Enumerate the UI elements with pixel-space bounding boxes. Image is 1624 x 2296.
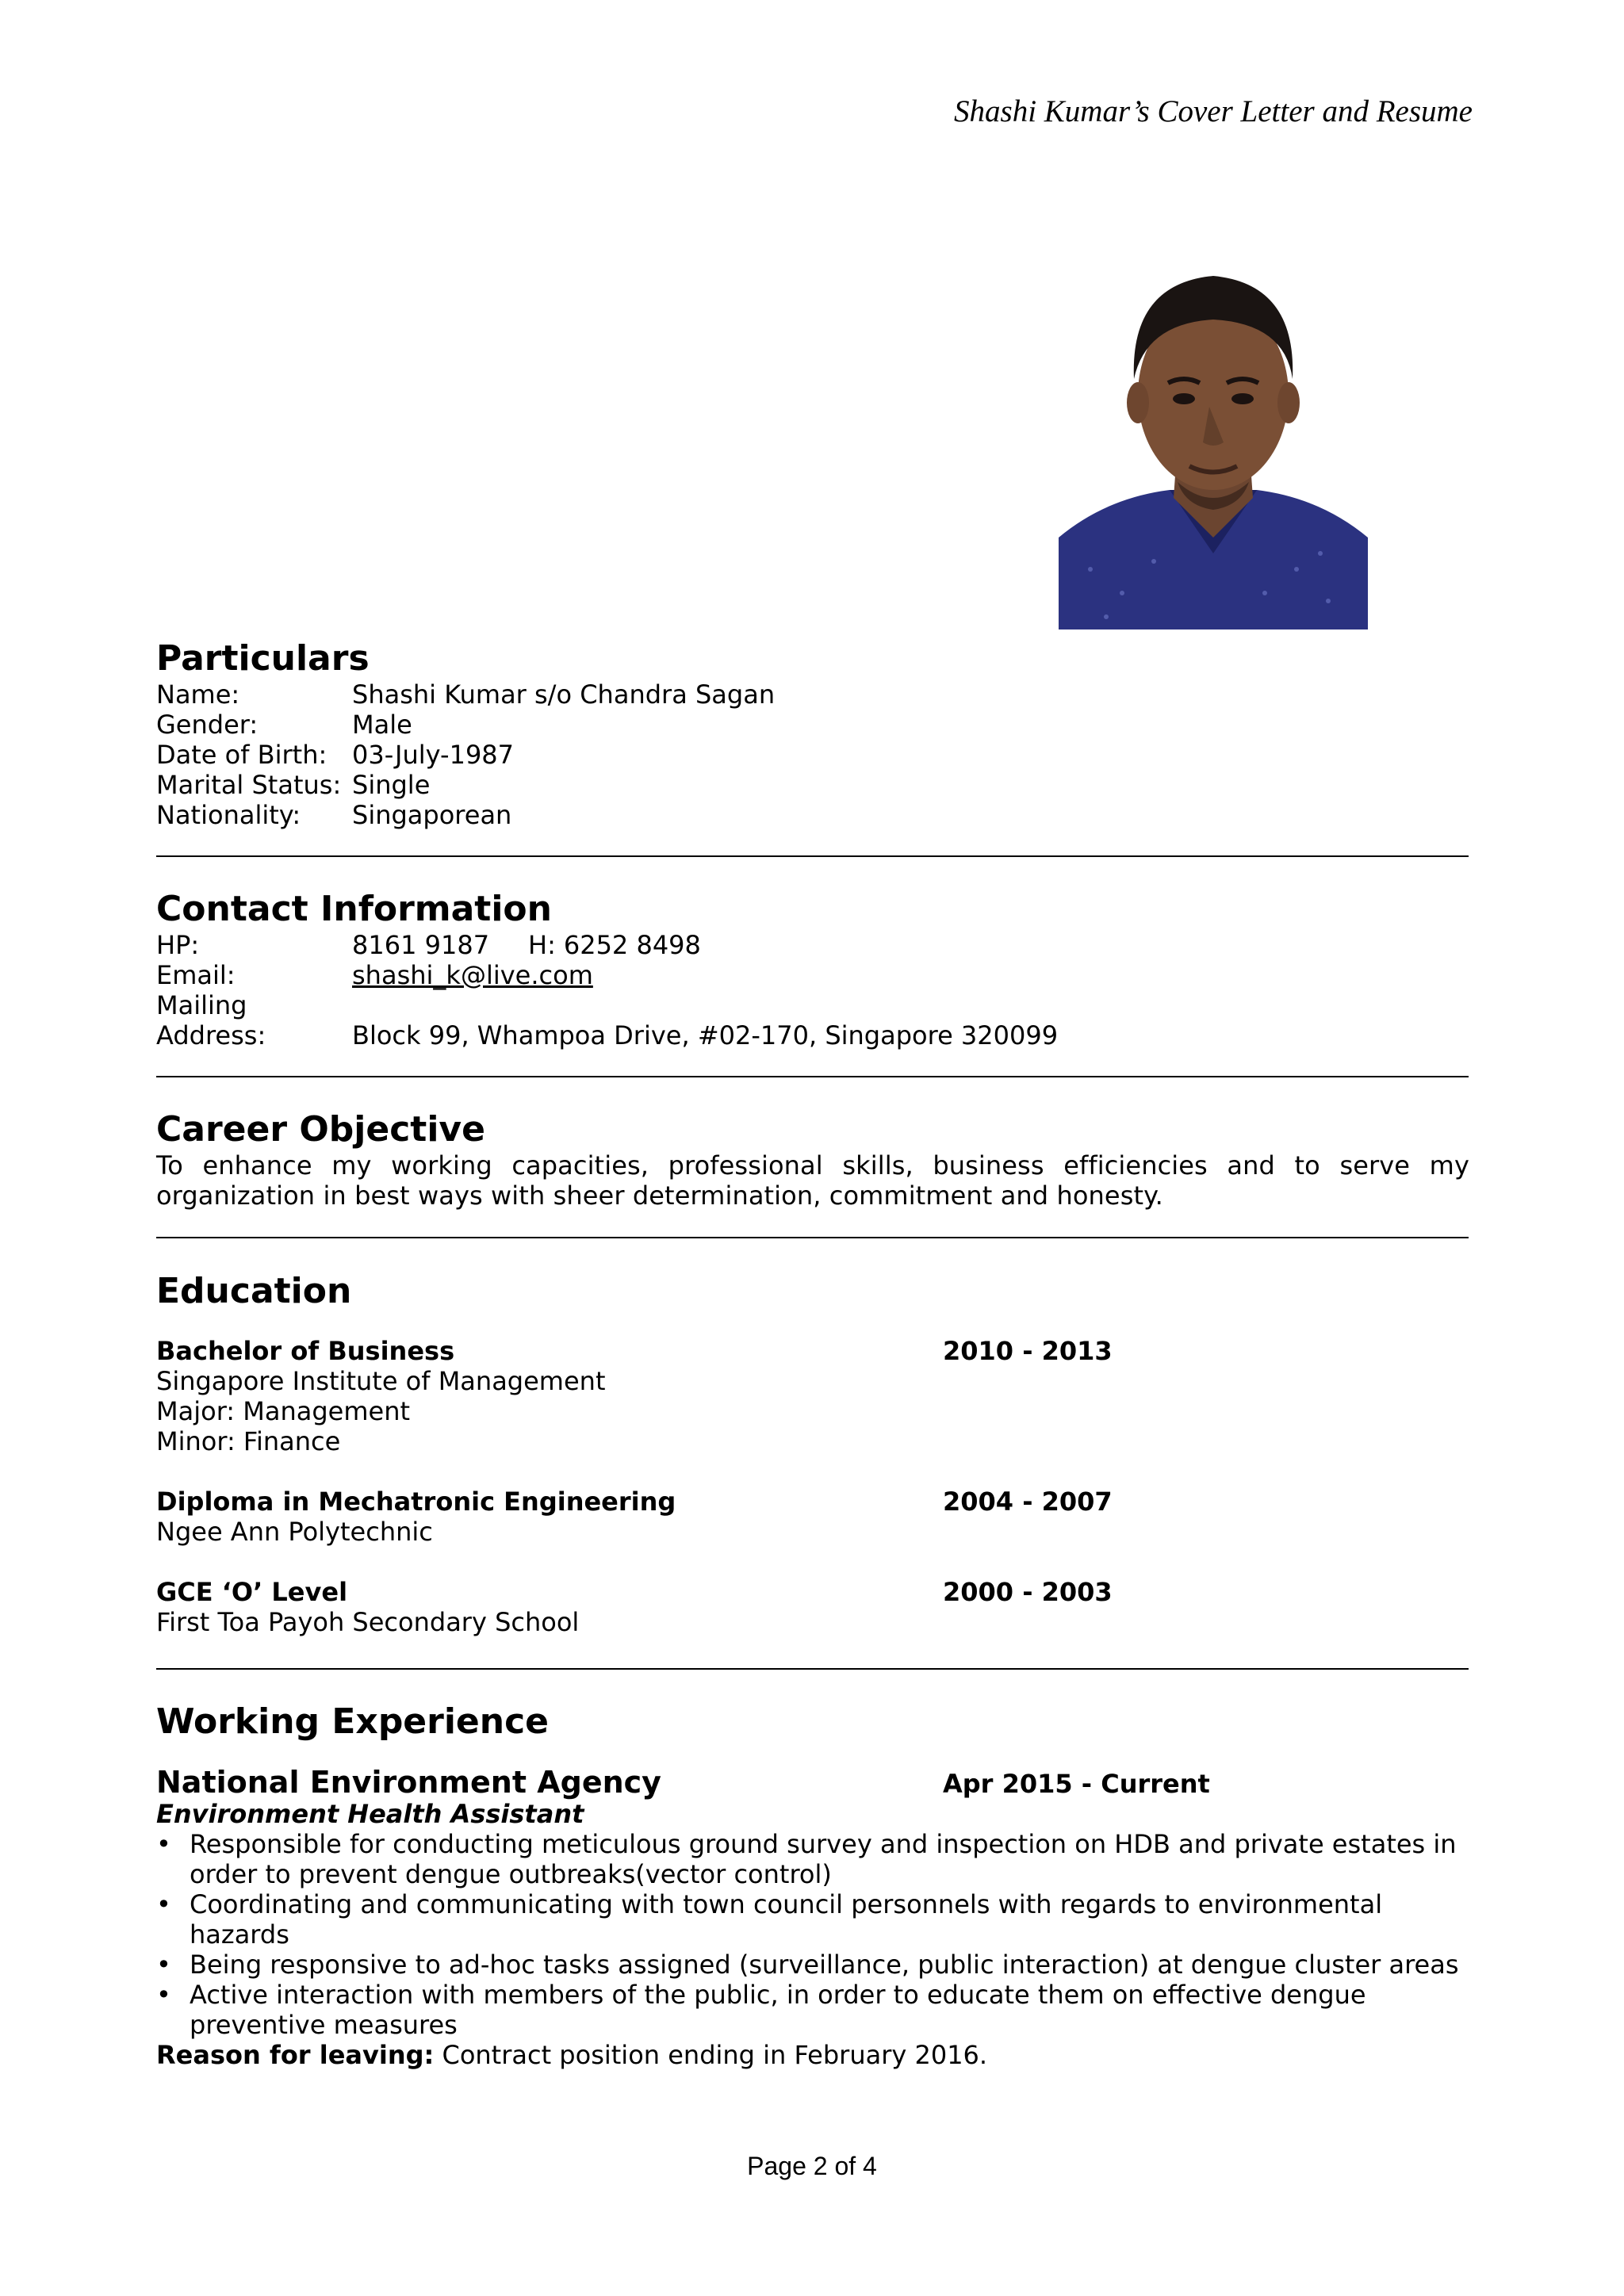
job-bullet-text: Active interaction with members of the public, in order to educate them on effective dengue preventive measures — [190, 1980, 1366, 2040]
bullet-marker: • — [156, 1829, 171, 1859]
bullet-marker: • — [156, 1889, 171, 1919]
education-section — [156, 1271, 1469, 1637]
education-years: 2004 - 2007 — [943, 1487, 1113, 1517]
particulars-row-marital — [156, 770, 1469, 800]
particulars-row-name — [156, 679, 1469, 710]
contact-section — [156, 889, 1469, 1050]
education-degree: Diploma in Mechatronic Engineering — [156, 1487, 676, 1517]
hp-value: 8161 9187 — [352, 930, 490, 960]
dob-value: 03-July-1987 — [352, 740, 515, 770]
education-entry — [156, 1487, 1469, 1547]
job-bullet — [156, 1950, 1469, 1980]
divider — [156, 855, 1469, 857]
education-degree: Bachelor of Business — [156, 1336, 455, 1366]
education-detail: Major: Management — [156, 1396, 411, 1426]
education-heading: Education — [156, 1271, 352, 1311]
education-years: 2010 - 2013 — [943, 1336, 1113, 1366]
divider — [156, 1668, 1469, 1670]
education-detail: Singapore Institute of Management — [156, 1366, 606, 1396]
portrait-image — [1059, 252, 1368, 629]
leaving-reason-label: Reason for leaving: — [156, 2040, 435, 2070]
hp-label: HP: — [156, 930, 200, 960]
leaving-reason-text: Contract position ending in February 2016. — [442, 2040, 988, 2070]
particulars-heading: Particulars — [156, 638, 370, 679]
education-entry — [156, 1336, 1469, 1456]
portrait-photo — [1059, 252, 1368, 629]
divider — [156, 1076, 1469, 1077]
address-label: Address: — [156, 1020, 266, 1050]
contact-row-mailing — [156, 990, 1469, 1020]
education-detail: First Toa Payoh Secondary School — [156, 1607, 580, 1637]
marital-value: Single — [352, 770, 431, 800]
nationality-value: Singaporean — [352, 800, 512, 830]
experience-heading: Working Experience — [156, 1701, 550, 1742]
name-label: Name: — [156, 679, 240, 710]
particulars-row-dob — [156, 740, 1469, 770]
education-entry — [156, 1577, 1469, 1637]
job-bullet-text: Being responsive to ad-hoc tasks assigned (surveillance, public interaction) at dengue cluster areas — [190, 1950, 1459, 1980]
job-bullet — [156, 1889, 1469, 1950]
email-label: Email: — [156, 960, 236, 990]
job-bullet — [156, 1829, 1469, 1889]
bullet-marker: • — [156, 1950, 171, 1980]
contact-row-address — [156, 1020, 1469, 1050]
career-heading: Career Objective — [156, 1109, 485, 1150]
job-title: Environment Health Assistant — [156, 1799, 584, 1829]
name-value: Shashi Kumar s/o Chandra Sagan — [352, 679, 776, 710]
job-period: Apr 2015 - Current — [943, 1769, 1210, 1799]
career-section — [156, 1109, 1469, 1211]
job-bullet-text: Coordinating and communicating with town council personnels with regards to environmental hazards — [190, 1889, 1383, 1950]
job-bullet — [156, 1980, 1469, 2040]
home-phone-label: H: — [528, 930, 556, 960]
career-objective-text: To enhance my working capacities, professional skills, business efficiencies and to serve my organization in best ways with sheer determination, commitment and honesty. — [156, 1150, 1469, 1211]
document-header: Shashi Kumar’s Cover Letter and Resume — [954, 94, 1473, 128]
education-degree: GCE ‘O’ Level — [156, 1577, 348, 1607]
bullet-marker: • — [156, 1980, 171, 2010]
education-detail: Minor: Finance — [156, 1426, 341, 1456]
experience-section — [156, 1701, 1469, 2070]
job-bullet-text: Responsible for conducting meticulous ground survey and inspection on HDB and private estates in order to prevent dengue outbreaks(vector control) — [190, 1829, 1457, 1889]
leaving-reason — [156, 2040, 1469, 2070]
particulars-section — [156, 638, 1469, 830]
divider — [156, 1237, 1469, 1238]
mailing-label: Mailing — [156, 990, 247, 1020]
dob-label: Date of Birth: — [156, 740, 327, 770]
particulars-row-nationality — [156, 800, 1469, 830]
gender-label: Gender: — [156, 710, 259, 740]
particulars-row-gender — [156, 710, 1469, 740]
nationality-label: Nationality: — [156, 800, 301, 830]
education-detail: Ngee Ann Polytechnic — [156, 1517, 433, 1547]
email-link[interactable]: shashi_k@live.com — [352, 960, 593, 990]
contact-row-email — [156, 960, 1469, 990]
page-number: Page 2 of 4 — [747, 2152, 877, 2180]
marital-label: Marital Status: — [156, 770, 342, 800]
home-phone-value: 6252 8498 — [563, 930, 701, 960]
address-value: Block 99, Whampoa Drive, #02-170, Singapore 320099 — [352, 1020, 1059, 1050]
job-company: National Environment Agency — [156, 1765, 661, 1800]
job-entry — [156, 1766, 1469, 2070]
contact-heading: Contact Information — [156, 889, 552, 929]
education-years: 2000 - 2003 — [943, 1577, 1113, 1607]
contact-row-phone — [156, 930, 1469, 960]
gender-value: Male — [352, 710, 412, 740]
